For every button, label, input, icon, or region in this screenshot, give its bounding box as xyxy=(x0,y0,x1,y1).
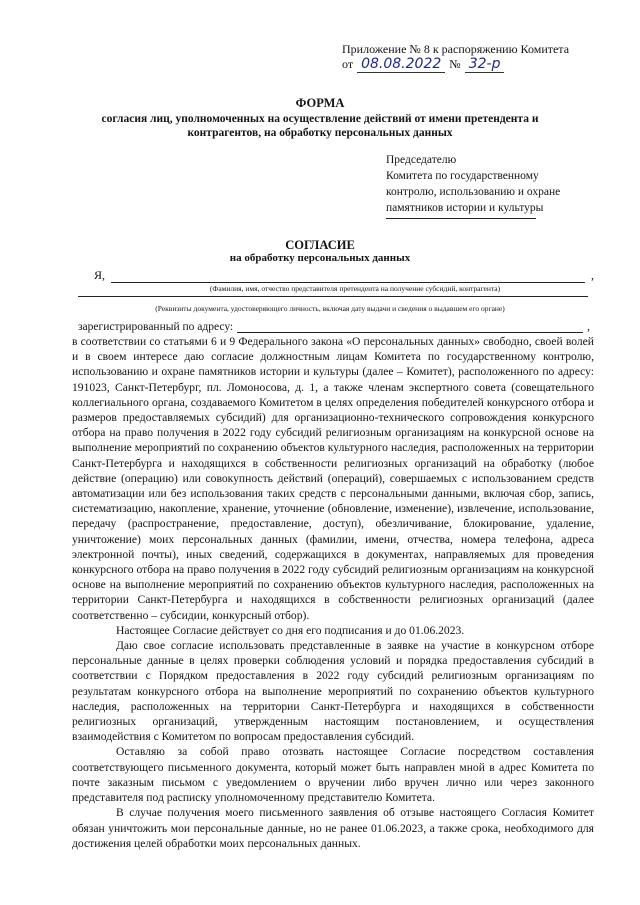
annex-date: 08.08.2022 xyxy=(357,57,445,73)
registered-row xyxy=(78,320,590,333)
addressee-line4: памятников истории и культуры xyxy=(386,202,544,214)
addressee-line1: Председателю xyxy=(386,154,457,166)
registered-comma: , xyxy=(587,321,590,333)
consent-body xyxy=(72,334,594,851)
paragraph-validity: Настоящее Согласие действует со дня его подписания и до 01.06.2023. xyxy=(116,623,465,637)
addressee-line2: Комитета по государственному xyxy=(386,170,539,182)
annex-header xyxy=(342,42,592,73)
paragraph-main: в соответствии со статьями 6 и 9 Федерального закона «О персональных данных» свободно, своей волей и в своем интересе даю согласие должностным лицам Комитета по государственному контролю, использованию и охране памятников истории и культуры (далее – Комитет), расположенного по адресу: 191023, Санкт-Петербург, пл. Ломоносова, д. 1, а также членам экспертного совета (совещательного коллегиального органа, создаваемого Комитетом в целях определения победителей конкурсного отбора и размеров предоставляемых субсидий) для организационно-технического сопровождения конкурсного отбора на право получения в 2022 году субсидий религиозным организациям на конкурсной основе на выполнение мероприятий по сохранению объектов культурного наследия, расположенных на территории Санкт-Петербурга и находящихся в собственности религиозных организаций на обработку (любое действие (операцию) или совокупность действий (операций), совершаемых с использованием средств автоматизации или без использования таких средств с персональными данными, включая сбор, запись, систематизацию, накопление, хранение, уточнение (обновление, изменение), извлечение, использование, передачу (распространение, предоставление, доступ), обезличивание, блокирование, удаление, уничтожение) моих персональных данных (фамилии, имени, отчества, номера телефона, адреса электронной почты), иных сведений, содержащихся в документах, направляемых для проведения конкурсного отбора на право получения в 2022 году субсидий религиозным организациям на конкурсной основе на выполнение мероприятий по сохранению объектов культурного наследия, расположенных на территории Санкт-Петербурга и находящихся в собственности религиозных организаций (далее соответственно – субсидии, конкурсный отбор). xyxy=(72,335,594,622)
annex-number: 32-р xyxy=(465,57,505,73)
paragraph-revocation: Оставляю за собой право отозвать настоящее Согласие посредством составления соответствующего письменного документа, который может быть направлен мной в адрес Комитета по почте заказным письмом с уведомлением о вручении либо вручен лично или через законного представителя под расписку уполномоченному представителю Комитета. xyxy=(72,745,594,805)
addressee-signature-line xyxy=(386,218,536,219)
addressee-block xyxy=(386,152,596,216)
registered-fill-line xyxy=(237,320,583,333)
caption-name: (Фамилия, имя, отчество представителя претендента на получение субсидий, контрагента) xyxy=(209,284,501,293)
consent-subtitle: на обработку персональных данных xyxy=(229,252,411,264)
annex-from-label: от xyxy=(342,57,354,71)
name-comma: , xyxy=(591,268,594,282)
annex-line2 xyxy=(342,57,592,73)
annex-number-label: № xyxy=(449,57,461,71)
annex-line1: Приложение № 8 к распоряжению Комитета xyxy=(342,42,570,56)
registered-label: зарегистрированный по адресу: xyxy=(78,321,234,333)
paragraph-destruction: В случае получения моего письменного заявления об отзыве настоящего Согласия Комитет обязан уничтожить мои персональные данные, но не ранее 01.06.2023, а также срока, необходимого для достижения целей обработки моих персональных данных. xyxy=(72,806,594,850)
addressee-line3: контролю, использованию и охране xyxy=(386,186,561,198)
consent-title: СОГЛАСИЕ xyxy=(285,238,355,252)
caption-document: (Реквизиты документа, удостоверяющего личность, включая дату выдачи и сведения о выдавшем его органе) xyxy=(155,304,505,313)
ya-label: Я, xyxy=(94,268,106,282)
document-fill-line xyxy=(78,296,588,297)
paragraph-purpose: Даю свое согласие использовать представленные в заявке на участие в конкурсном отборе персональные данные в целях проверки соблюдения условий и порядка предоставления субсидий в соответствии с Порядком предоставления в 2022 году субсидий религиозным организациям по результатам конкурсного отбора на выполнение мероприятий по сохранению объектов культурного наследия, расположенных на территории Санкт-Петербурга и находящихся в собственности религиозных организаций, утвержденным настоящим постановлением, и осуществления взаимодействия с Комитетом по вопросам предоставления субсидий. xyxy=(72,639,594,744)
form-title: ФОРМА xyxy=(295,96,345,110)
name-fill-line xyxy=(111,270,585,283)
name-row xyxy=(94,268,594,283)
form-subtitle: согласия лиц, уполномоченных на осуществление действий от имени претендента и контрагентов, на обработку персональных данных xyxy=(101,113,539,139)
